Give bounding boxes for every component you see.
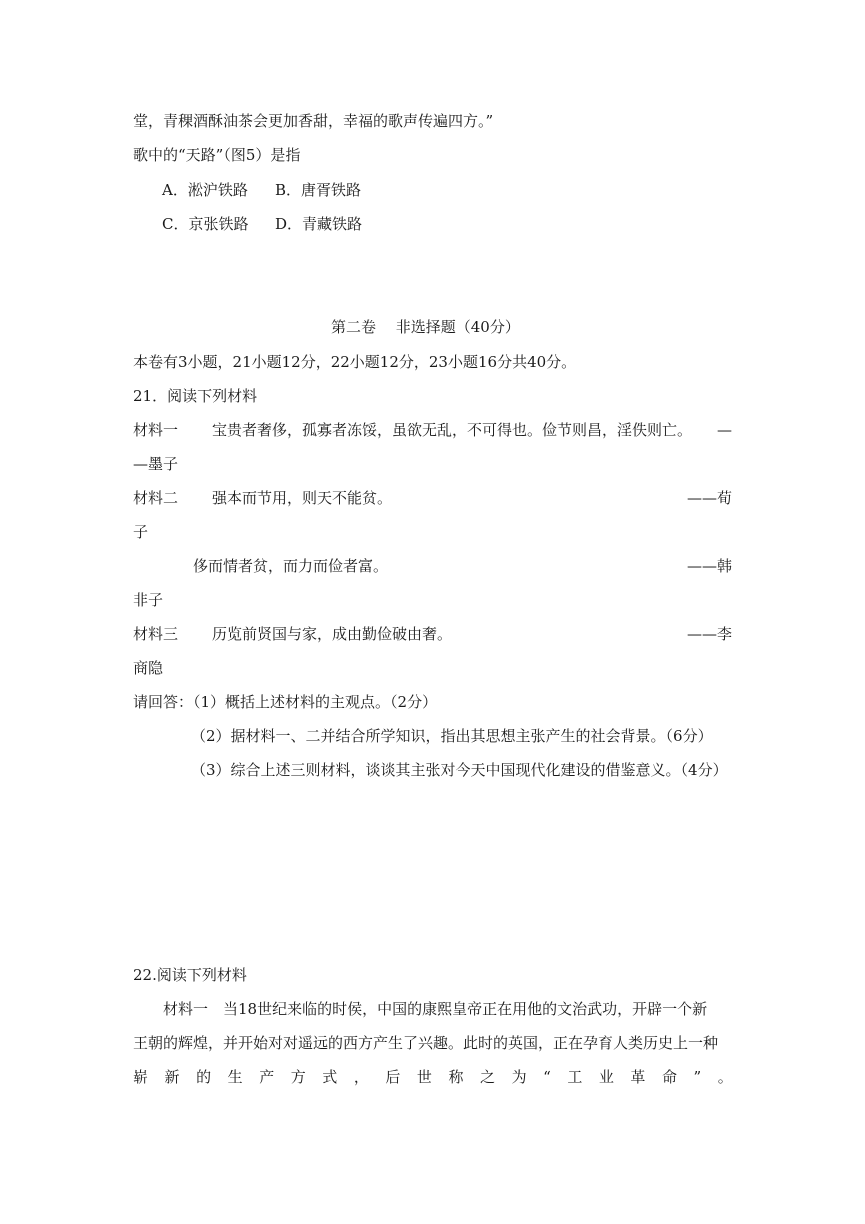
justified-char: 崭 (133, 1068, 149, 1086)
q21-material-1 (133, 420, 692, 440)
justified-char: “ (543, 1068, 551, 1086)
justified-char: 称 (448, 1068, 464, 1086)
q20-option-d[interactable] (275, 214, 362, 234)
q21-m2b-attribution-a: ——韩 (686, 557, 732, 575)
option-text: 青藏铁路 (302, 215, 363, 233)
part2-intro: 本卷有3小题，21小题12分，22小题12分，23小题16分共40分。 (133, 353, 577, 371)
q22-heading: 22.阅读下列材料 (133, 966, 247, 984)
q21-m3-attribution-a: ——李 (686, 625, 732, 643)
material-text: 宝贵者奢侈，孤寡者冻馁，虽欲无乱，不可得也。俭节则昌，淫佚则亡。 (212, 421, 693, 439)
option-text: 唐胥铁路 (301, 181, 362, 199)
option-letter: A． (162, 181, 188, 199)
material-label: 材料一 (133, 421, 179, 439)
material-text: 历览前贤国与家，成由勤俭破由奢。 (212, 625, 453, 643)
q21-m2-attribution-a: ——荀 (686, 489, 732, 507)
q20-option-a[interactable] (162, 180, 248, 200)
q21-m2-attribution-b: 子 (133, 523, 149, 541)
q20-song-line: 堂，青稞酒酥油茶会更加香甜，幸福的歌声传遍四方。” (133, 112, 494, 130)
q20-option-b[interactable] (275, 180, 361, 200)
q21-m2b-attribution-b: 非子 (133, 591, 164, 609)
justified-char: 为 (511, 1068, 527, 1086)
q21-material-3 (133, 624, 452, 644)
justified-char: 之 (480, 1068, 496, 1086)
justified-char: 式 (322, 1068, 338, 1086)
justified-char: 命 (661, 1068, 677, 1086)
option-text: 淞沪铁路 (187, 181, 248, 199)
material-label: 材料二 (133, 489, 179, 507)
q21-question-2: （2）据材料一、二并结合所学知识，指出其思想主张产生的社会背景。（6分） (191, 727, 713, 745)
justified-char: 的 (196, 1068, 212, 1086)
justified-char: 革 (630, 1068, 646, 1086)
justified-char: 业 (598, 1068, 614, 1086)
q21-question-1: 请回答：（1）概括上述材料的主观点。（2分） (133, 693, 438, 711)
q22-material-1-line3 (133, 1067, 733, 1087)
justified-char: 世 (416, 1068, 432, 1086)
justified-char: 新 (164, 1068, 180, 1086)
q22-material-1-line1: 材料一 当18世纪来临的时侯，中国的康熙皇帝正在用他的文治武功，开辟一个新 (163, 1000, 708, 1018)
q21-m1-attribution-a: — (717, 421, 732, 439)
option-text: 京张铁路 (188, 215, 249, 233)
justified-char: 产 (259, 1068, 275, 1086)
q22-material-1-line2: 王朝的辉煌，并开始对对遥远的西方产生了兴趣。此时的英国，正在孕育人类历史上一种 (133, 1034, 719, 1052)
q21-heading: 21．阅读下列材料 (133, 387, 258, 405)
option-letter: B． (275, 181, 302, 199)
justified-char: 生 (227, 1068, 243, 1086)
justified-char: 方 (290, 1068, 306, 1086)
justified-char: 后 (385, 1068, 401, 1086)
material-text: 强本而节用，则天不能贫。 (212, 489, 393, 507)
material-label: 材料三 (133, 625, 179, 643)
justified-char: ” (693, 1068, 702, 1086)
q21-material-2 (133, 488, 392, 508)
justified-char: 工 (567, 1068, 583, 1086)
option-letter: D． (275, 215, 303, 233)
justified-char: ， (353, 1068, 369, 1086)
part2-title: 第二卷 非选择题（40分） (331, 318, 520, 336)
justified-char: 。 (717, 1068, 733, 1086)
q20-stem: 歌中的“天路”（图5）是指 (133, 146, 301, 164)
q21-m1-attribution-b: —墨子 (133, 455, 179, 473)
q20-option-c[interactable] (162, 214, 249, 234)
q21-m3-attribution-b: 商隐 (133, 659, 164, 677)
q21-question-3: （3）综合上述三则材料，谈谈其主张对今天中国现代化建设的借鉴意义。（4分） (191, 761, 728, 779)
q21-material-2b: 侈而情者贫，而力而俭者富。 (193, 557, 389, 575)
option-letter: C． (162, 215, 189, 233)
